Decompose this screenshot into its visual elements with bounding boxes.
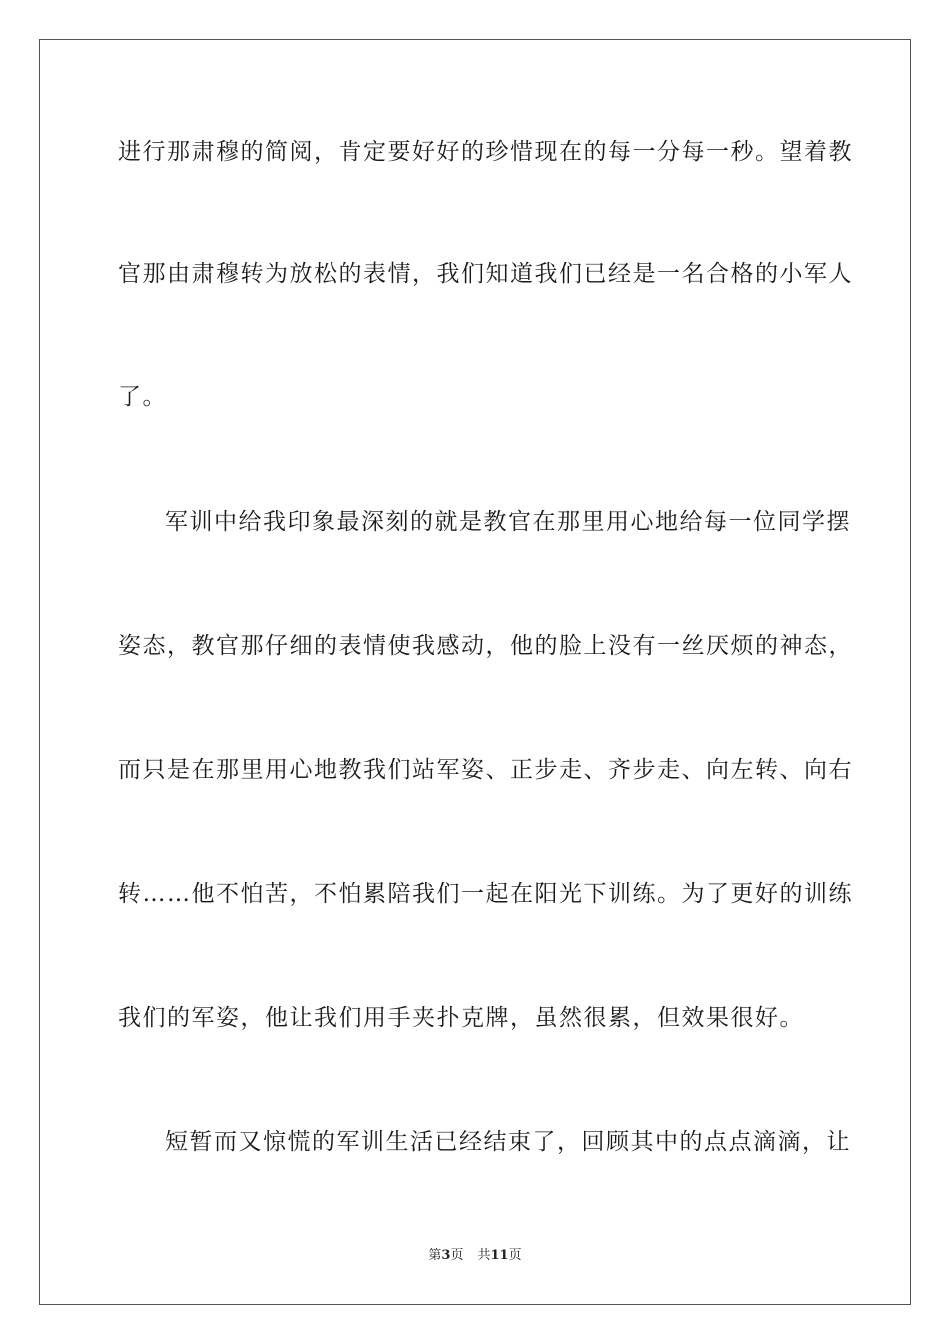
total-pages: 11 [490,1248,509,1263]
text-line-paragraph-start: 军训中给我印象最深刻的就是教官在那里用心地给每一位同学摆 [165,509,851,535]
text-line: 官那由肃穆转为放松的表情，我们知道我们已经是一名合格的小军人 [118,261,853,287]
page-footer [0,1247,950,1265]
text-line: 转……他不怕苦，不怕累陪我们一起在阳光下训练。为了更好的训练 [118,881,853,907]
text-line: 姿态，教官那仔细的表情使我感动，他的脸上没有一丝厌烦的神态， [118,633,853,659]
text-line: 而只是在那里用心地教我们站军姿、正步走、齐步走、向左转、向右 [118,757,853,783]
total-prefix: 共 [477,1248,491,1263]
page-prefix: 第 [428,1248,442,1263]
text-line: 我们的军姿，他让我们用手夹扑克牌，虽然很累，但效果很好。 [118,1005,804,1031]
page-border [39,39,911,1305]
page-suffix: 页 [450,1248,464,1263]
text-line: 了。 [118,384,167,410]
total-suffix: 页 [508,1248,522,1263]
text-line-paragraph-start: 短暂而又惊慌的军训生活已经结束了，回顾其中的点点滴滴，让 [165,1129,851,1155]
text-line: 进行那肃穆的简阅，肯定要好好的珍惜现在的每一分每一秒。望着教 [118,139,853,165]
page-number: 3 [441,1248,451,1263]
